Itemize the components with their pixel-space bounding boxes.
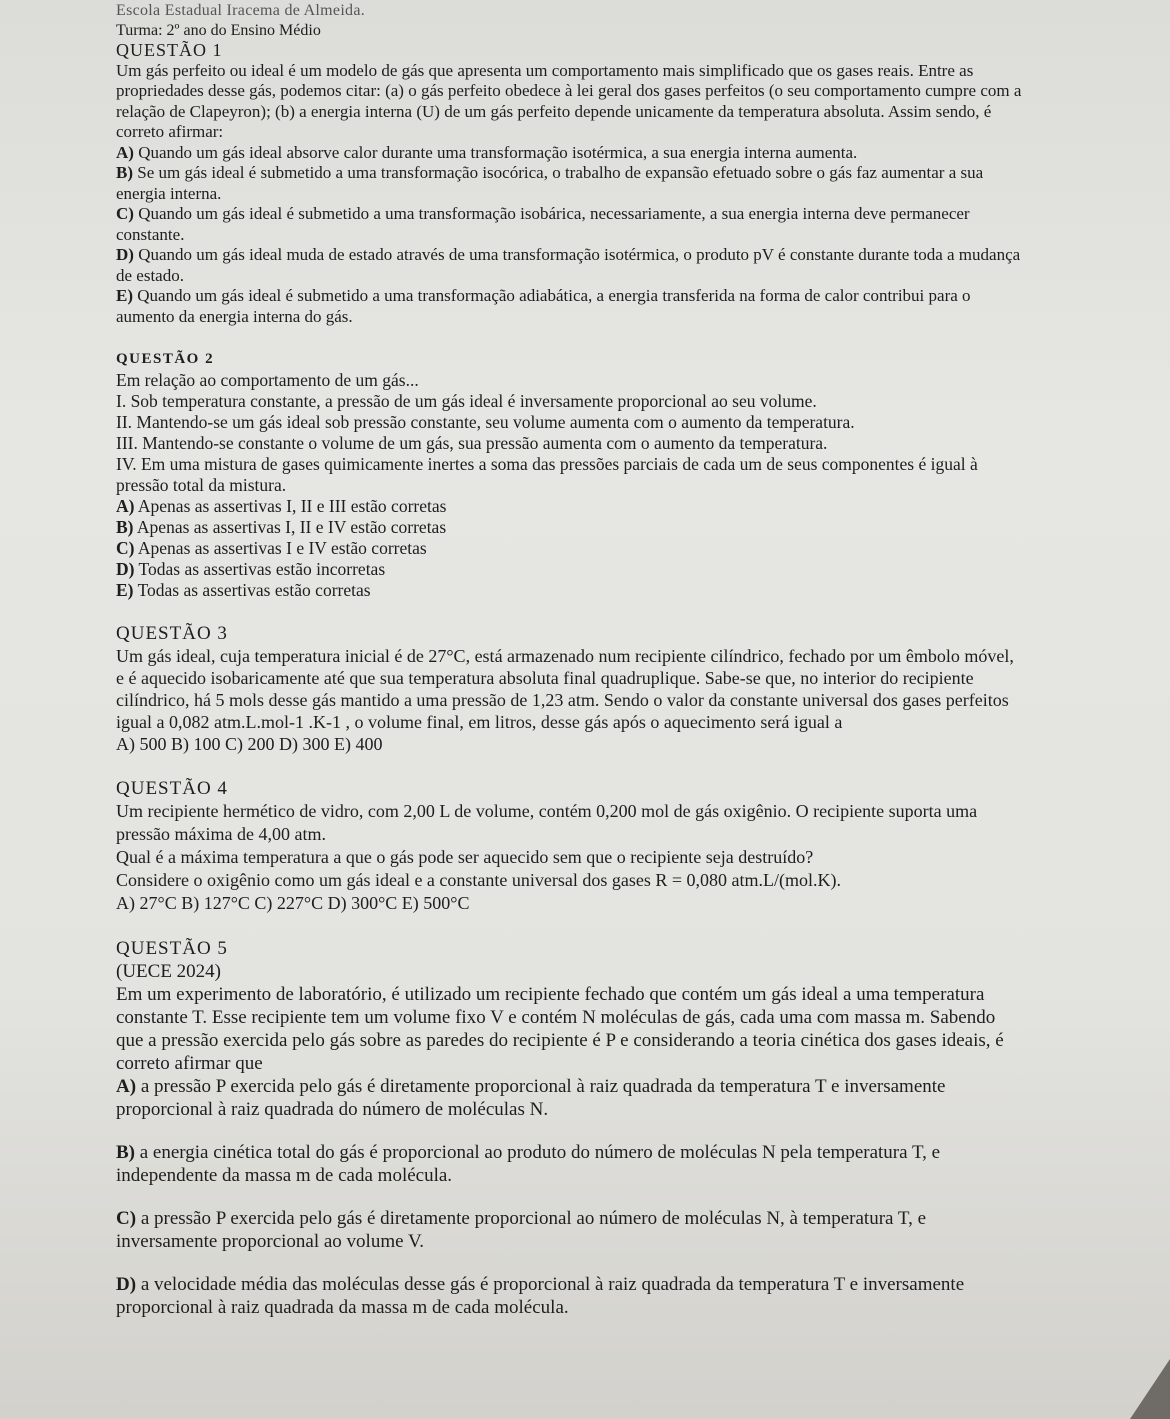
question-2 (116, 349, 1026, 601)
question-4-options: A) 27°C B) 127°C C) 227°C D) 300°C E) 500°C (116, 893, 470, 913)
page-corner-shadow (1130, 1359, 1170, 1419)
question-3-title: QUESTÃO 3 (116, 623, 228, 644)
question-2-option-a (116, 496, 1026, 517)
option-label: A) (116, 1076, 137, 1097)
question-4-stem: Um recipiente hermético de vidro, com 2,00 L de volume, contém 0,200 mol de gás oxigênio. O recipiente suporta uma pressão máxima de 4,00 atm. (116, 801, 978, 844)
question-2-statement-2: II. Mantendo-se um gás ideal sob pressão constante, seu volume aumenta com o aumento da temperatura. (116, 412, 855, 432)
question-2-stem: Em relação ao comportamento de um gás... (116, 370, 419, 390)
question-4 (116, 777, 1026, 915)
question-5-stem: Em um experimento de laboratório, é utilizado um recipiente fechado que contém um gás ideal a uma temperatura constante T. Esse recipiente tem um volume fixo V e contém N moléculas de gás, cada uma com massa m. Sabendo que a pressão exercida pelo gás sobre as paredes do recipiente é P e considerando a teoria cinética dos gases ideais, é correto afirmar que (116, 984, 1004, 1074)
question-4-title: QUESTÃO 4 (116, 778, 228, 799)
question-1-option-b (116, 163, 1026, 204)
question-5-option-d (116, 1273, 1026, 1319)
option-text: Quando um gás ideal muda de estado através de uma transformação isotérmica, o produto pV é constante durante toda a mudança de estado. (116, 245, 1021, 285)
question-2-option-c (116, 538, 1026, 559)
option-label: D) (116, 245, 134, 264)
question-2-title: QUESTÃO 2 (116, 351, 215, 367)
question-2-option-e (116, 580, 1026, 601)
question-1-option-d (116, 245, 1026, 286)
school-name: Escola Estadual Iracema de Almeida. (116, 2, 366, 19)
question-5-option-a (116, 1075, 1026, 1121)
question-2-option-b (116, 517, 1026, 538)
option-label: C) (116, 204, 134, 223)
option-label: D) (116, 1274, 137, 1295)
question-3 (116, 623, 1026, 755)
question-5 (116, 937, 1026, 1319)
question-1-title: QUESTÃO 1 (116, 40, 223, 60)
option-label: B) (116, 517, 134, 537)
option-label: A) (116, 142, 134, 162)
question-3-options: A) 500 B) 100 C) 200 D) 300 E) 400 (116, 734, 383, 754)
question-1-option-c (116, 204, 1026, 245)
option-label: E) (116, 580, 134, 600)
option-label: C) (116, 1208, 137, 1229)
question-1 (116, 40, 1026, 327)
question-1-stem: Um gás perfeito ou ideal é um modelo de gás que apresenta um comportamento mais simplificado que os gases reais. Entre as propriedades desse gás, podemos citar: (a) o gás perfeito obedece à lei geral dos gases perfeitos (o seu comportamento cumpre com a relação de Clapeyron); (b) a energia interna (U) de um gás perfeito depende unicamente da temperatura absoluta. Assim sendo, é correto afirmar: (116, 60, 1022, 141)
option-text: Apenas as assertivas I, II e III estão corretas (137, 496, 447, 516)
question-3-stem: Um gás ideal, cuja temperatura inicial é de 27°C, está armazenado num recipiente cilíndrico, fechado por um êmbolo móvel, e é aquecido isobaricamente até que sua temperatura absoluta final quadruplique. Sabe-se que, no interior do recipiente cilíndrico, há 5 mols desse gás mantido a uma pressão de 1,23 atm. Sendo o valor da constante universal dos gases perfeitos igual a 0,082 atm.L.mol-1 .K-1 , o volume final, em litros, desse gás após o aquecimento será igual a (116, 646, 1014, 732)
option-text: Todas as assertivas estão corretas (137, 580, 371, 600)
question-2-option-d (116, 559, 1026, 580)
question-5-source: (UECE 2024) (116, 961, 222, 982)
option-label: E) (116, 286, 133, 305)
question-2-statement-4: IV. Em uma mistura de gases quimicamente inertes a soma das pressões parciais de cada um de seus componentes é igual à pressão total da mistura. (116, 454, 978, 495)
question-5-option-b (116, 1141, 1026, 1187)
option-text: a energia cinética total do gás é proporcional ao produto do número de moléculas N pela temperatura T, e independente da massa m de cada molécula. (116, 1142, 941, 1186)
question-1-option-e (116, 286, 1026, 327)
option-text: a pressão P exercida pelo gás é diretamente proporcional à raiz quadrada da temperatura T e inversamente proporcional à raiz quadrada do número de moléculas N. (116, 1076, 946, 1120)
option-text: Se um gás ideal é submetido a uma transformação isocórica, o trabalho de expansão efetuado sobre o gás faz aumentar a sua energia interna. (116, 163, 984, 203)
question-4-note: Considere o oxigênio como um gás ideal e a constante universal dos gases R = 0,080 atm.L/(mol.K). (116, 870, 842, 890)
question-5-title: QUESTÃO 5 (116, 938, 228, 959)
option-text: a pressão P exercida pelo gás é diretamente proporcional ao número de moléculas N, à temperatura T, e inversamente proporcional ao volume V. (116, 1208, 927, 1252)
question-1-option-a (116, 143, 1026, 164)
option-text: Quando um gás ideal absorve calor durante uma transformação isotérmica, a sua energia interna aumenta. (138, 142, 858, 162)
question-2-statement-1: I. Sob temperatura constante, a pressão de um gás ideal é inversamente proporcional ao seu volume. (116, 391, 817, 411)
option-text: Apenas as assertivas I e IV estão corretas (137, 538, 427, 558)
option-label: A) (116, 496, 135, 516)
question-4-question: Qual é a máxima temperatura a que o gás pode ser aquecido sem que o recipiente seja destruído? (116, 847, 814, 867)
option-label: D) (116, 559, 135, 579)
option-text: a velocidade média das moléculas desse gás é proporcional à raiz quadrada da temperatura T e inversamente proporcional à raiz quadrada da massa m de cada molécula. (116, 1274, 965, 1318)
question-5-option-c (116, 1207, 1026, 1253)
option-label: C) (116, 538, 135, 558)
option-label: B) (116, 1142, 135, 1163)
option-text: Quando um gás ideal é submetido a uma transformação isobárica, necessariamente, a sua energia interna deve permanecer constante. (116, 204, 970, 244)
option-text: Apenas as assertivas I, II e IV estão corretas (136, 517, 447, 537)
option-text: Todas as assertivas estão incorretas (138, 559, 386, 579)
class-line: Turma: 2º ano do Ensino Médio (116, 22, 321, 39)
exam-content (116, 0, 1026, 1319)
question-2-statement-3: III. Mantendo-se constante o volume de um gás, sua pressão aumenta com o aumento da temperatura. (116, 433, 828, 453)
option-label: B) (116, 163, 133, 182)
option-text: Quando um gás ideal é submetido a uma transformação adiabática, a energia transferida na forma de calor contribui para o aumento da energia interna do gás. (116, 286, 971, 326)
